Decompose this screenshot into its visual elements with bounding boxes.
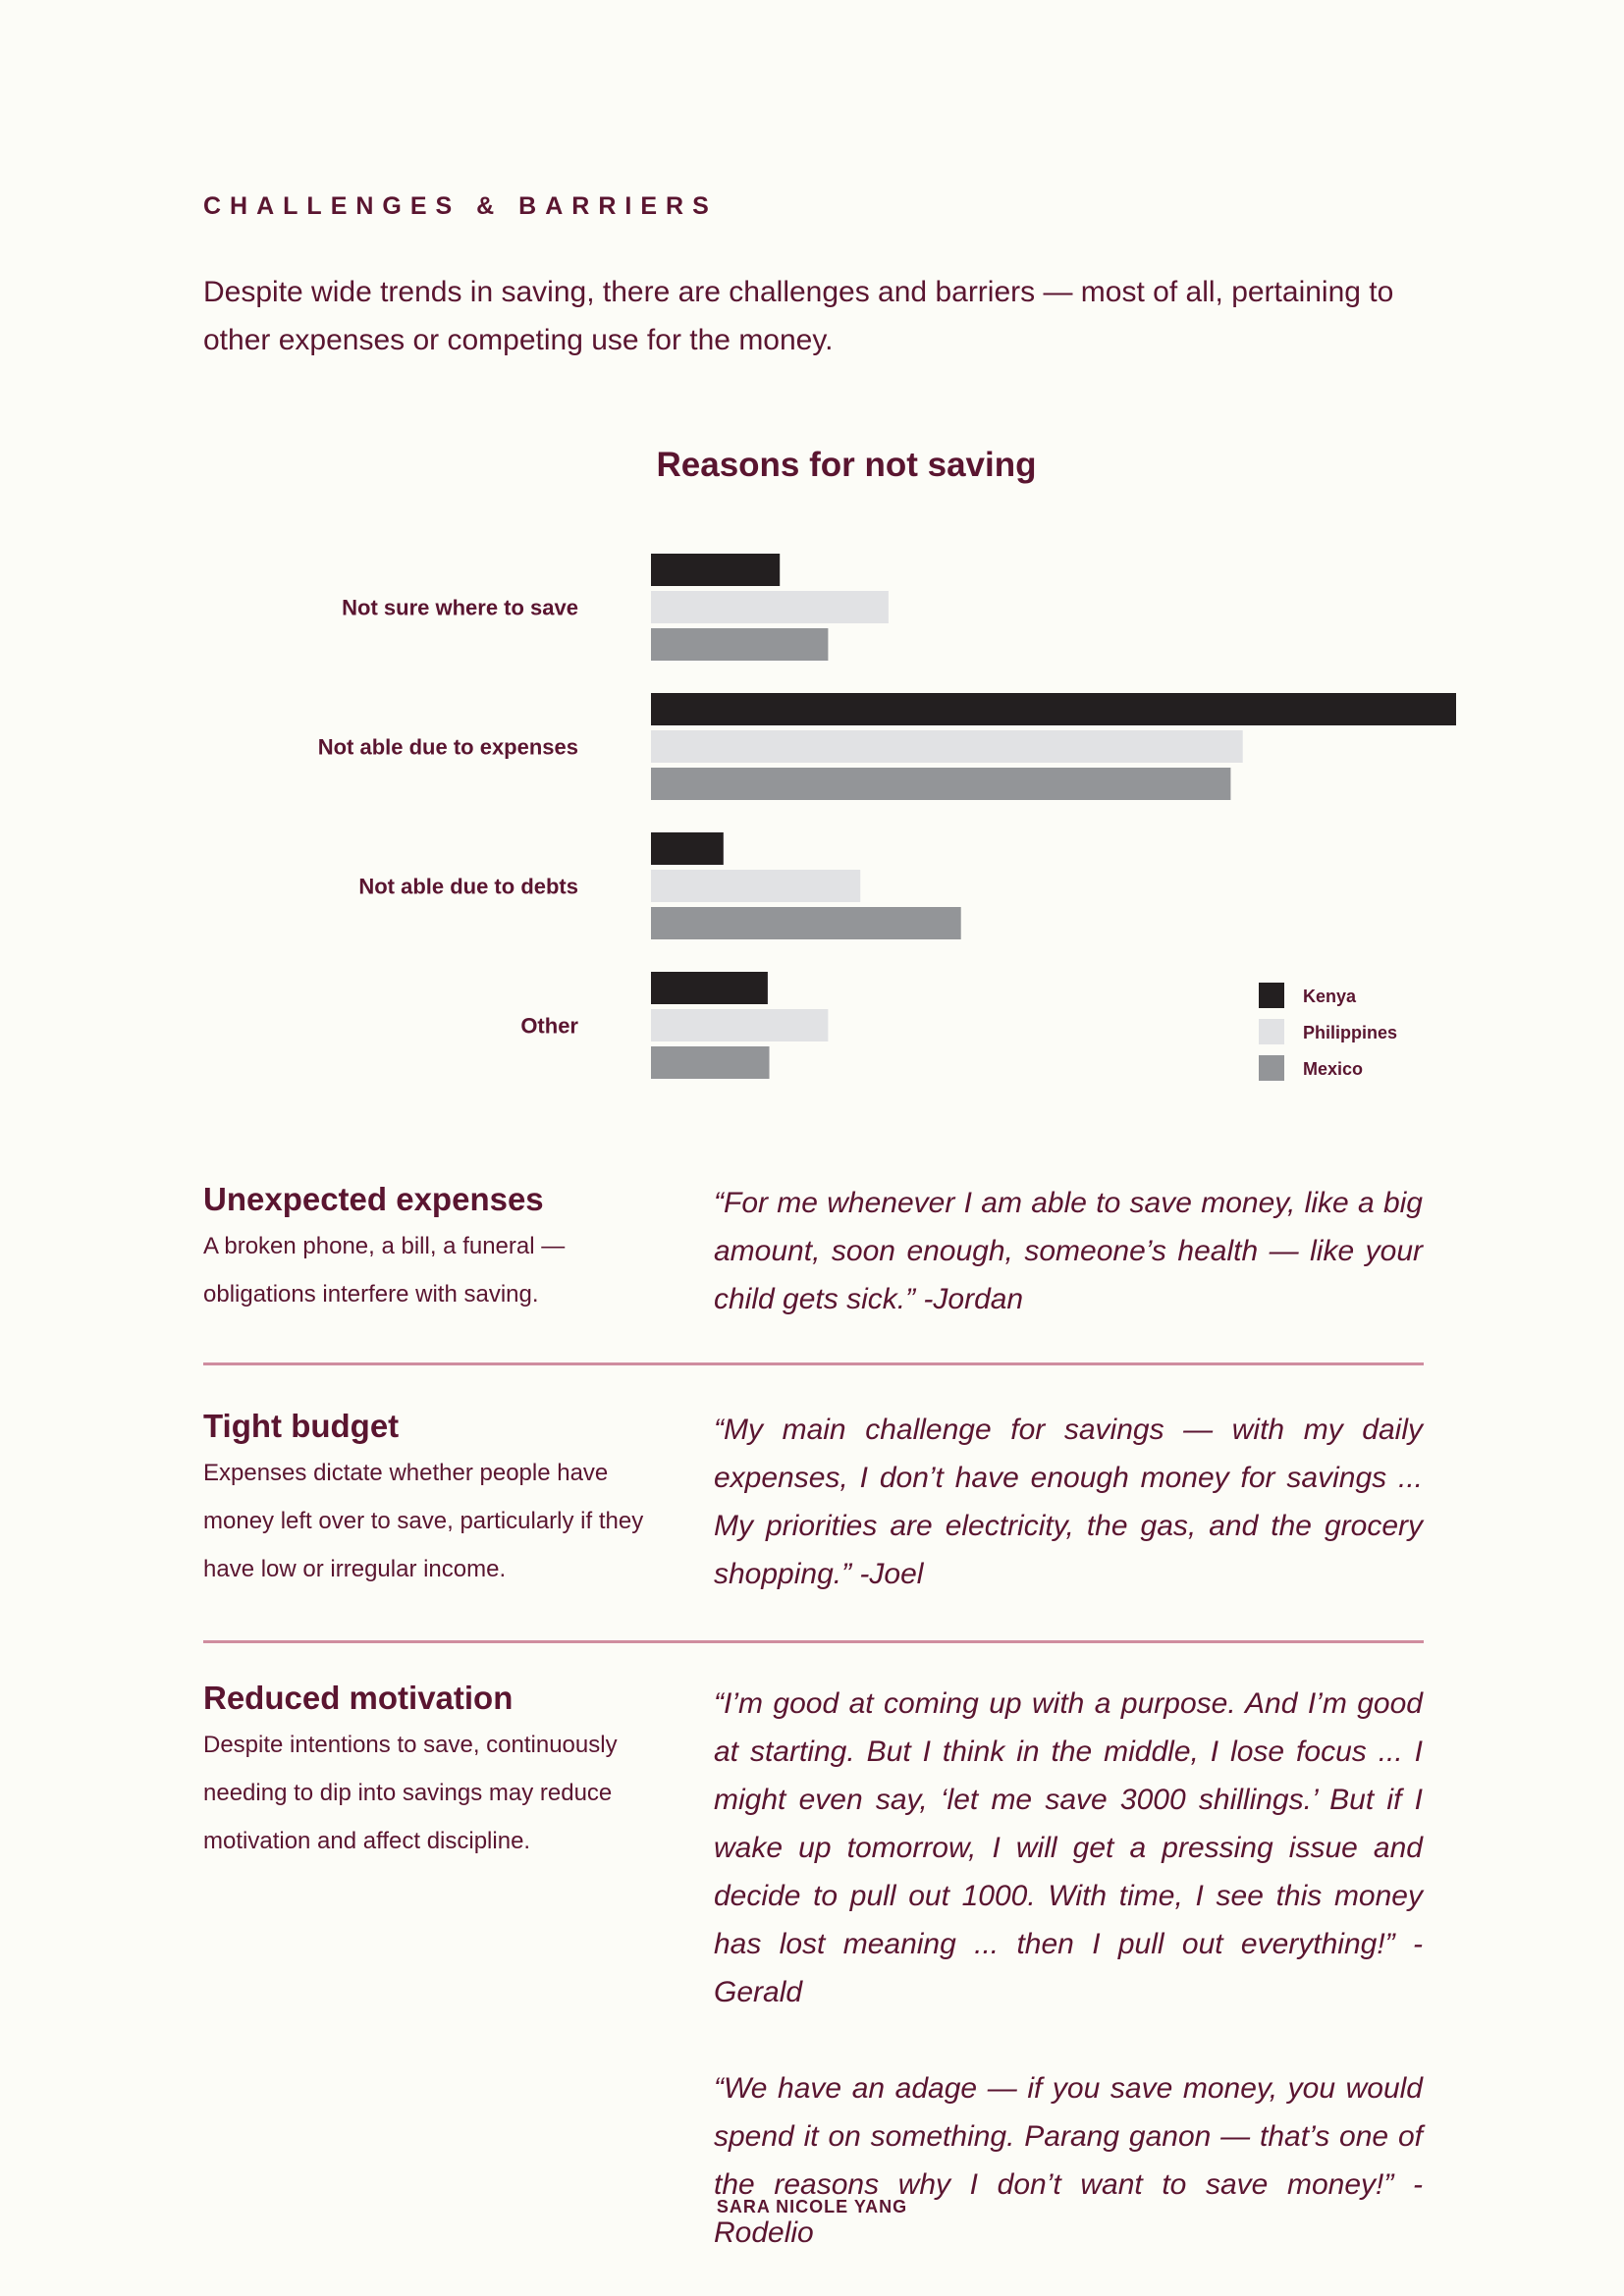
bar-mexico-2: [651, 907, 961, 939]
bar-mexico-0: [651, 628, 828, 661]
legend-swatch-philippines: [1259, 1019, 1284, 1044]
divider: [203, 1362, 1424, 1365]
category-label: Not able due to debts: [358, 874, 578, 899]
legend-label-philippines: Philippines: [1303, 1023, 1398, 1042]
block-reduced-motivation: [203, 1680, 665, 1865]
divider: [203, 1640, 1424, 1643]
quote-joel: “My main challenge for savings — with my daily expenses, I don’t have enough money for savings ... My priorities are electricity, the gas, and the grocery shopping.” -Joel: [714, 1414, 1423, 1590]
block-body: A broken phone, a bill, a funeral — obligations interfere with saving.: [203, 1233, 566, 1308]
quote-column: [714, 1680, 1423, 2257]
bar-philippines-2: [651, 870, 860, 902]
bar-mexico-3: [651, 1046, 770, 1079]
legend-label-kenya: Kenya: [1303, 987, 1357, 1006]
block-title: Unexpected expenses: [203, 1181, 544, 1217]
block-unexpected-expenses: [203, 1181, 665, 1318]
legend-swatch-mexico: [1259, 1055, 1284, 1081]
block-tight-budget: [203, 1408, 665, 1593]
bar-kenya-2: [651, 832, 724, 865]
quote-column: [714, 1406, 1423, 1598]
bar-kenya-0: [651, 554, 780, 586]
quote-jordan: “For me whenever I am able to save money, like a big amount, soon enough, someone’s health — like your child gets sick.” -Jordan: [714, 1187, 1423, 1315]
footer-author: SARA NICOLE YANG: [716, 2197, 908, 2216]
chart-title: Reasons for not saving: [656, 446, 1037, 484]
legend-swatch-kenya: [1259, 983, 1284, 1008]
category-label: Not sure where to save: [342, 595, 578, 620]
block-title: Tight budget: [203, 1408, 400, 1444]
category-label: Other: [520, 1013, 578, 1039]
block-body: Expenses dictate whether people have money left over to save, particularly if they have low or irregular income.: [203, 1460, 644, 1582]
quote-rodelio: “We have an adage — if you save money, you would spend it on something. Parang ganon — that’s one of the reasons why I don’t want to save money!” -Rodelio: [714, 2072, 1423, 2249]
section-heading: CHALLENGES & BARRIERS: [203, 192, 718, 220]
bar-philippines-0: [651, 591, 889, 623]
reasons-chart: [0, 422, 1624, 1109]
bar-mexico-1: [651, 768, 1230, 800]
bar-kenya-3: [651, 972, 768, 1004]
category-label: Not able due to expenses: [317, 734, 578, 760]
legend-label-mexico: Mexico: [1303, 1059, 1364, 1079]
intro-paragraph: Despite wide trends in saving, there are challenges and barriers — most of all, pertaining to other expenses or competing use for the money.: [203, 276, 1394, 356]
quote-gerald: “I’m good at coming up with a purpose. And I’m good at starting. But I think in the middle, I lose focus ... I might even say, ‘let me save 3000 shillings.’ But if I wake up tomorrow, I will get a pressing issue and decide to pull out 1000. With time, I see this money has lost meaning ... then I pull out everything!” -Gerald: [714, 1687, 1423, 2008]
block-title: Reduced motivation: [203, 1680, 514, 1716]
block-body: Despite intentions to save, continuously needing to dip into savings may reduce motivation and affect discipline.: [203, 1732, 618, 1854]
quote-column: [714, 1179, 1423, 1323]
bar-philippines-1: [651, 730, 1243, 763]
bar-kenya-1: [651, 693, 1456, 725]
bar-philippines-3: [651, 1009, 828, 1041]
